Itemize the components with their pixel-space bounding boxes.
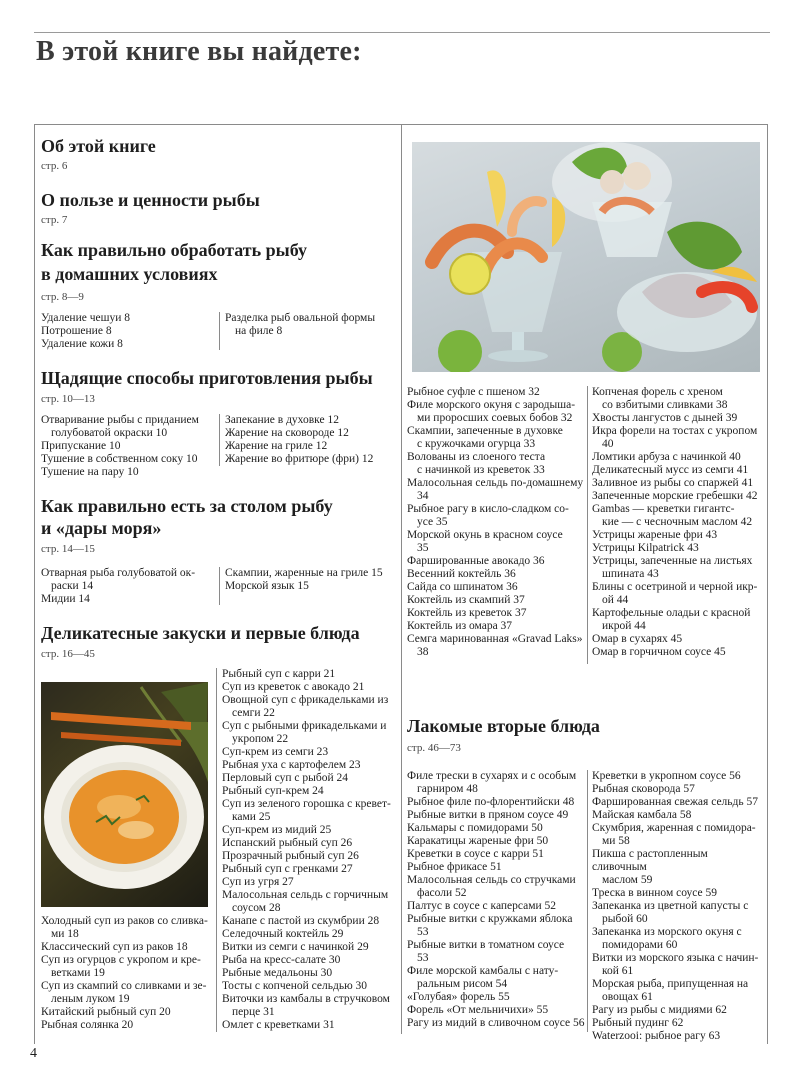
- list-item: Омар в горчичном соусе 45: [592, 646, 726, 658]
- list-item: Припускание 10: [41, 440, 121, 452]
- list-item: Виточки из камбалы в стручковом: [222, 993, 390, 1005]
- mains-list-left: [407, 770, 585, 1030]
- column-divider: [587, 770, 588, 1032]
- list-item: гарниром 48: [417, 783, 478, 795]
- list-item: Рыбное рагу в кисло-сладком со-: [407, 503, 569, 515]
- list-item: Филе морской камбалы с нату-: [407, 965, 559, 977]
- list-item: Gambas — креветки гигантс-: [592, 503, 735, 515]
- list-item: Палтус в соусе с каперсами 52: [407, 900, 557, 912]
- section-heading-gentle: Щадящие способы приготовления рыбы: [41, 368, 373, 388]
- list-item: Жарение во фритюре (фри) 12: [225, 453, 374, 465]
- list-item: Разделка рыб овальной формы: [225, 312, 376, 324]
- frame-left-rule: [34, 124, 35, 1044]
- section-pages-value: стр. 7: [41, 214, 68, 226]
- list-item: кие — с чесночным маслом 42: [602, 516, 753, 528]
- column-divider: [216, 668, 217, 1032]
- list-item: Устрицы Kilpatrick 43: [592, 542, 699, 554]
- frame-middle-rule: [401, 124, 402, 1034]
- section-heading-prepare-line1: Как правильно обработать рыбу: [41, 240, 308, 260]
- section-heading-mains: Лакомые вторые блюда: [407, 716, 600, 736]
- column-divider: [219, 312, 220, 350]
- list-item: ми 58: [602, 835, 630, 847]
- list-item: Перловый суп с рыбой 24: [222, 772, 349, 784]
- frame-right-rule: [767, 124, 768, 1044]
- section-pages-about: стр. 6: [41, 160, 68, 172]
- list-item: Малосольная сельдь по-домашнему: [407, 477, 584, 489]
- list-item: 34: [417, 490, 429, 502]
- list-item: укропом 22: [232, 733, 289, 745]
- list-item: Запекание в духовке 12: [225, 414, 339, 426]
- list-item: Деликатесный мусс из семги 41: [592, 464, 749, 476]
- section-heading-value: О пользе и ценности рыбы: [41, 190, 260, 210]
- list-item: Китайский рыбный суп 20: [41, 1006, 171, 1018]
- list-item: Блины с осетриной и черной икр-: [592, 581, 758, 593]
- list-item: Холодный суп из раков со сливка-: [41, 915, 208, 927]
- list-item: Селедочный коктейль 29: [222, 928, 344, 940]
- list-item: Рыбные витки в томатном соусе: [407, 939, 565, 951]
- list-item: Жарение на гриле 12: [225, 440, 328, 452]
- list-item: овощах 61: [602, 991, 653, 1003]
- list-item: 53: [417, 926, 429, 938]
- list-item: Коктейль из креветок 37: [407, 607, 527, 619]
- list-item: голубоватой окраски 10: [51, 427, 168, 439]
- list-item: ми проросших соевых бобов 32: [417, 412, 573, 424]
- list-item: Филе морского окуня с зародыша-: [407, 399, 576, 411]
- list-item: Треска в винном соусе 59: [592, 887, 717, 899]
- list-item: Скампии, жаренные на гриле 15: [225, 567, 383, 579]
- prepare-list-right: [225, 312, 395, 338]
- list-item: Морской окунь в красном соусе: [407, 529, 563, 541]
- list-item: Рыбное фрикасе 51: [407, 861, 502, 873]
- header-rule: [34, 32, 770, 33]
- section-pages-gentle: стр. 10—13: [41, 393, 95, 405]
- list-item: Форель «От мельничихи» 55: [407, 1004, 549, 1016]
- list-item: ой 44: [602, 594, 629, 606]
- list-item: Суп из огурцов с укропом и кре-: [41, 954, 201, 966]
- list-item: Омар в сухарях 45: [592, 633, 683, 645]
- list-item: Устрицы, запеченные на листьях: [592, 555, 753, 567]
- list-item: Удаление чешуи 8: [41, 312, 130, 324]
- list-item: ми 18: [51, 928, 79, 940]
- column-divider: [219, 414, 220, 466]
- list-item: Суп-крем из семги 23: [222, 746, 329, 758]
- list-item: Рыбная сковорода 57: [592, 783, 695, 795]
- list-item: Семга маринованная «Gravad Laks»: [407, 633, 583, 645]
- starters-list-below-photo: [41, 915, 211, 1032]
- section-pages-mains: стр. 46—73: [407, 742, 461, 754]
- list-item: икрой 44: [602, 620, 646, 632]
- section-heading-eating-line1: Как правильно есть за столом рыбу: [41, 496, 333, 516]
- list-item: раски 14: [51, 580, 94, 592]
- list-item: Фаршированная свежая сельдь 57: [592, 796, 758, 808]
- list-item: Отварная рыба голубоватой ок-: [41, 567, 196, 579]
- list-item: Мидии 14: [41, 593, 90, 605]
- list-item: Прозрачный рыбный суп 26: [222, 850, 359, 862]
- list-item: Рыбное филе по-флорентийски 48: [407, 796, 575, 808]
- list-item: Филе трески в сухарях и с особым: [407, 770, 577, 782]
- list-item: леным луком 19: [51, 993, 130, 1005]
- list-item: ветками 19: [51, 967, 105, 979]
- list-item: Суп-крем из мидий 25: [222, 824, 332, 836]
- list-item: Тушение в собственном соку 10: [41, 453, 198, 465]
- starters-list-middle-right: [592, 386, 764, 659]
- list-item: 53: [417, 952, 429, 964]
- list-item: соусом 28: [232, 902, 281, 914]
- list-item: рыбой 60: [602, 913, 648, 925]
- prepare-list-left: [41, 312, 213, 351]
- list-item: Рыбный пудинг 62: [592, 1017, 684, 1029]
- list-item: Суп из скампий со сливками и зе-: [41, 980, 207, 992]
- list-item: Скумбрия, жаренная с помидора-: [592, 822, 756, 834]
- list-item: Устрицы жареные фри 43: [592, 529, 718, 541]
- column-divider: [219, 567, 220, 605]
- list-item: Картофельные оладьи с красной: [592, 607, 751, 619]
- list-item: Морской язык 15: [225, 580, 309, 592]
- list-item: кой 61: [602, 965, 634, 977]
- mains-list-right: [592, 770, 764, 1043]
- list-item: Удаление кожи 8: [41, 338, 123, 350]
- section-heading-about: Об этой книге: [41, 136, 156, 156]
- list-item: Копченая форель с хреном: [592, 386, 723, 398]
- list-item: Пикша с растопленным сливочным: [592, 848, 708, 873]
- list-item: помидорами 60: [602, 939, 678, 951]
- list-item: «Голубая» форель 55: [407, 991, 510, 1003]
- list-item: Суп из угря 27: [222, 876, 294, 888]
- section-pages-starters: стр. 16—45: [41, 648, 95, 660]
- list-item: Запеканка из морского окуня с: [592, 926, 742, 938]
- bowl-right: [617, 267, 757, 352]
- gentle-list-right: [225, 414, 397, 466]
- page-title: В этой книге вы найдете:: [36, 36, 362, 67]
- list-item: Малосольная сельдь со стручками: [407, 874, 576, 886]
- list-item: Рыбный суп с карри 21: [222, 668, 336, 680]
- list-item: Рыбный суп-крем 24: [222, 785, 324, 797]
- list-item: Заливное из рыбы со спаржей 41: [592, 477, 754, 489]
- list-item: маслом 59: [602, 874, 653, 886]
- list-item: Морская рыба, припущенная на: [592, 978, 749, 990]
- list-item: 35: [417, 542, 429, 554]
- page-number: 4: [30, 1046, 37, 1061]
- list-item: Скампии, запеченные в духовке: [407, 425, 563, 437]
- list-item: Суп с рыбными фрикадельками и: [222, 720, 387, 732]
- list-item: Омлет с креветками 31: [222, 1019, 335, 1031]
- list-item: Рыбное суфле с пшеном 32: [407, 386, 540, 398]
- list-item: Отваривание рыбы с приданием: [41, 414, 199, 426]
- eating-list-right: [225, 567, 397, 593]
- list-item: на филе 8: [235, 325, 283, 337]
- list-item: 38: [417, 646, 429, 658]
- list-item: Весенний коктейль 36: [407, 568, 516, 580]
- section-heading-prepare-line2: в домашних условиях: [41, 264, 218, 284]
- list-item: Тосты с копченой сельдью 30: [222, 980, 368, 992]
- list-item: с начинкой из креветок 33: [417, 464, 545, 476]
- list-item: Малосольная сельдь с горчичным: [222, 889, 389, 901]
- list-item: с кружочками огурца 33: [417, 438, 536, 450]
- list-item: фасоли 52: [417, 887, 467, 899]
- list-item: Рыбные витки с кружками яблока: [407, 913, 573, 925]
- list-item: Суп из зеленого горошка с кревет-: [222, 798, 391, 810]
- list-item: Коктейль из скампий 37: [407, 594, 525, 606]
- list-item: Классический суп из раков 18: [41, 941, 188, 953]
- starters-list-middle-left: [407, 386, 585, 659]
- list-item: Хвосты лангустов с дыней 39: [592, 412, 738, 424]
- list-item: Каракатицы жареные фри 50: [407, 835, 549, 847]
- list-item: Ломтики арбуза с начинкой 40: [592, 451, 741, 463]
- list-item: Жарение на сковороде 12: [225, 427, 349, 439]
- list-item: Waterzooi: рыбное рагу 63: [592, 1030, 721, 1042]
- seafood-cocktail-illustration: [412, 142, 760, 372]
- list-item: усе 35: [417, 516, 448, 528]
- gentle-list-left: [41, 414, 216, 479]
- list-item: Рыбный суп с гренками 27: [222, 863, 353, 875]
- section-pages-prepare: стр. 8—9: [41, 291, 84, 303]
- list-item: Тушение на пару 10: [41, 466, 139, 478]
- list-item: Испанский рыбный суп 26: [222, 837, 353, 849]
- list-item: Рагу из мидий в сливочном соусе 56: [407, 1017, 585, 1029]
- list-item: Креветки в соусе с карри 51: [407, 848, 544, 860]
- list-item: Суп из креветок с авокадо 21: [222, 681, 365, 693]
- list-item: ками 25: [232, 811, 271, 823]
- list-item: Фаршированные авокадо 36: [407, 555, 545, 567]
- list-item: Коктейль из омара 37: [407, 620, 513, 632]
- list-item: Запеченные морские гребешки 42: [592, 490, 758, 502]
- list-item: со взбитыми сливками 38: [602, 399, 728, 411]
- list-item: Креветки в укропном соусе 56: [592, 770, 741, 782]
- list-item: Рыбная солянка 20: [41, 1019, 134, 1031]
- list-item: Кальмары с помидорами 50: [407, 822, 543, 834]
- list-item: шпината 43: [602, 568, 659, 580]
- list-item: Витки из морского языка с начин-: [592, 952, 759, 964]
- list-item: Канапе с пастой из скумбрии 28: [222, 915, 380, 927]
- fish-soup-photo: [41, 682, 208, 907]
- column-divider: [587, 386, 588, 664]
- list-item: Рагу из рыбы с мидиями 62: [592, 1004, 727, 1016]
- list-item: Запеканка из цветной капусты с: [592, 900, 749, 912]
- list-item: Сайда со шпинатом 36: [407, 581, 518, 593]
- list-item: Икра форели на тостах с укропом: [592, 425, 758, 437]
- list-item: Овощной суп с фрикадельками из: [222, 694, 389, 706]
- starters-list-right: [222, 668, 398, 1032]
- list-item: Рыба на кресс-салате 30: [222, 954, 341, 966]
- list-item: перце 31: [232, 1006, 275, 1018]
- list-item: семги 22: [232, 707, 275, 719]
- list-item: Витки из семги с начинкой 29: [222, 941, 369, 953]
- list-item: Потрошение 8: [41, 325, 112, 337]
- list-item: Рыбная уха с картофелем 23: [222, 759, 361, 771]
- list-item: Волованы из слоеного теста: [407, 451, 546, 463]
- fish-soup-illustration: [41, 682, 208, 907]
- list-item: Рыбные медальоны 30: [222, 967, 333, 979]
- list-item: 40: [602, 438, 614, 450]
- list-item: Майская камбала 58: [592, 809, 692, 821]
- list-item: Рыбные витки в пряном соусе 49: [407, 809, 569, 821]
- eating-list-left: [41, 567, 216, 606]
- section-heading-starters: Деликатесные закуски и первые блюда: [41, 623, 360, 643]
- section-heading-eating-line2: и «дары моря»: [41, 518, 162, 538]
- seafood-cocktail-photo: [412, 142, 760, 372]
- section-pages-eating: стр. 14—15: [41, 543, 95, 555]
- list-item: ральным рисом 54: [417, 978, 508, 990]
